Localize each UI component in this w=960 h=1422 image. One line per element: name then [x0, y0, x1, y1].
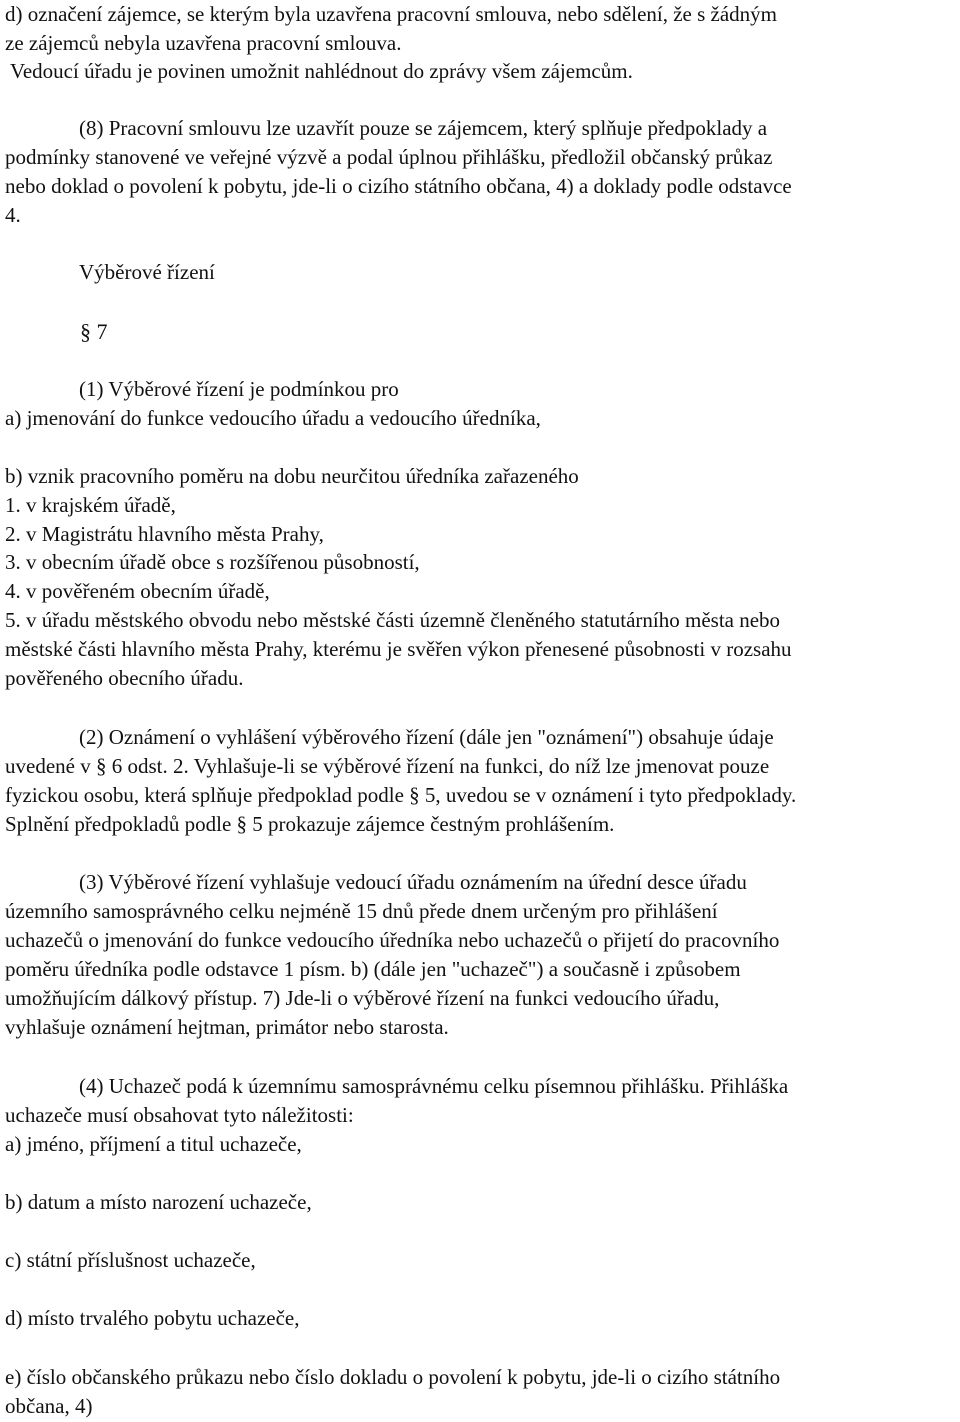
- s4-item-d: d) místo trvalého pobytu uchazeče,: [5, 1306, 300, 1330]
- s1-subitem-5: 5. v úřadu městského obvodu nebo městské části územně členěného statutárního města nebo: [5, 608, 781, 632]
- intro-line-2: ze zájemců nebyla uzavřena pracovní smlouva.: [5, 31, 402, 55]
- s3-line-2: územního samosprávného celku nejméně 15 dnů přede dnem určeným pro přihlášení: [5, 899, 718, 923]
- s4-item-c: c) státní příslušnost uchazeče,: [5, 1248, 256, 1272]
- s1-subitem-3: 3. v obecním úřadě obce s rozšířenou působností,: [5, 550, 420, 574]
- s4-item-e-line-2: občana, 4): [5, 1394, 93, 1418]
- section-heading: Výběrové řízení: [79, 260, 215, 284]
- s1-subitem-5-cont-2: pověřeného obecního úřadu.: [5, 666, 244, 690]
- s1-subitem-1: 1. v krajském úřadě,: [5, 493, 176, 517]
- s1-subitem-4: 4. v pověřeném obecním úřadě,: [5, 579, 270, 603]
- s4-line-1: (4) Uchazeč podá k územnímu samosprávnému celku písemnou přihlášku. Přihláška: [79, 1074, 789, 1098]
- s1-item-b: b) vznik pracovního poměru na dobu neurčitou úředníka zařazeného: [5, 464, 579, 488]
- s3-line-3: uchazečů o jmenování do funkce vedoucího úředníka nebo uchazečů o přijetí do pracovního: [5, 928, 780, 952]
- s3-line-6: vyhlašuje oznámení hejtman, primátor nebo starosta.: [5, 1015, 449, 1039]
- s3-line-1: (3) Výběrové řízení vyhlašuje vedoucí úřadu oznámením na úřední desce úřadu: [79, 870, 747, 894]
- s4-item-e-line-1: e) číslo občanského průkazu nebo číslo dokladu o povolení k pobytu, jde-li o cizího státního: [5, 1365, 781, 1389]
- s2-line-1: (2) Oznámení o vyhlášení výběrového řízení (dále jen "oznámení") obsahuje údaje: [79, 725, 774, 749]
- s2-line-2: uvedené v § 6 odst. 2. Vyhlašuje-li se výběrové řízení na funkci, do níž lze jmenovat pouze: [5, 754, 770, 778]
- para8-line-3: nebo doklad o povolení k pobytu, jde-li o cizího státního občana, 4) a doklady podle odstavce: [5, 174, 792, 198]
- para8-line-1: (8) Pracovní smlouvu lze uzavřít pouze se zájemcem, který splňuje předpoklady a: [79, 116, 768, 140]
- s1-subitem-5-cont-1: městské části hlavního města Prahy, kterému je svěřen výkon přenesené působnosti v rozsahu: [5, 637, 792, 661]
- s1-intro: (1) Výběrové řízení je podmínkou pro: [79, 377, 399, 401]
- s4-line-2: uchazeče musí obsahovat tyto náležitosti:: [5, 1103, 354, 1127]
- s4-item-a: a) jméno, příjmení a titul uchazeče,: [5, 1132, 302, 1156]
- s2-line-4: Splnění předpokladů podle § 5 prokazuje zájemce čestným prohlášením.: [5, 812, 615, 836]
- section-number: § 7: [80, 319, 108, 344]
- s1-subitem-2: 2. v Magistrátu hlavního města Prahy,: [5, 522, 324, 546]
- s3-line-4: poměru úředníka podle odstavce 1 písm. b) (dále jen "uchazeč") a současně i způsobem: [5, 957, 741, 981]
- para8-line-4: 4.: [5, 203, 21, 227]
- s4-item-b: b) datum a místo narození uchazeče,: [5, 1190, 312, 1214]
- s3-line-5: umožňujícím dálkový přístup. 7) Jde-li o výběrové řízení na funkci vedoucího úřadu,: [5, 986, 720, 1010]
- intro-line-1: d) označení zájemce, se kterým byla uzavřena pracovní smlouva, nebo sdělení, že s žádným: [5, 2, 778, 26]
- s1-item-a: a) jmenování do funkce vedoucího úřadu a vedoucího úředníka,: [5, 406, 541, 430]
- s2-line-3: fyzickou osobu, která splňuje předpoklad podle § 5, uvedou se v oznámení i tyto předpoklady.: [5, 783, 797, 807]
- para8-line-2: podmínky stanovené ve veřejné výzvě a podal úplnou přihlášku, předložil občanský průkaz: [5, 145, 773, 169]
- intro-line-3: Vedoucí úřadu je povinen umožnit nahlédnout do zprávy všem zájemcům.: [10, 59, 633, 83]
